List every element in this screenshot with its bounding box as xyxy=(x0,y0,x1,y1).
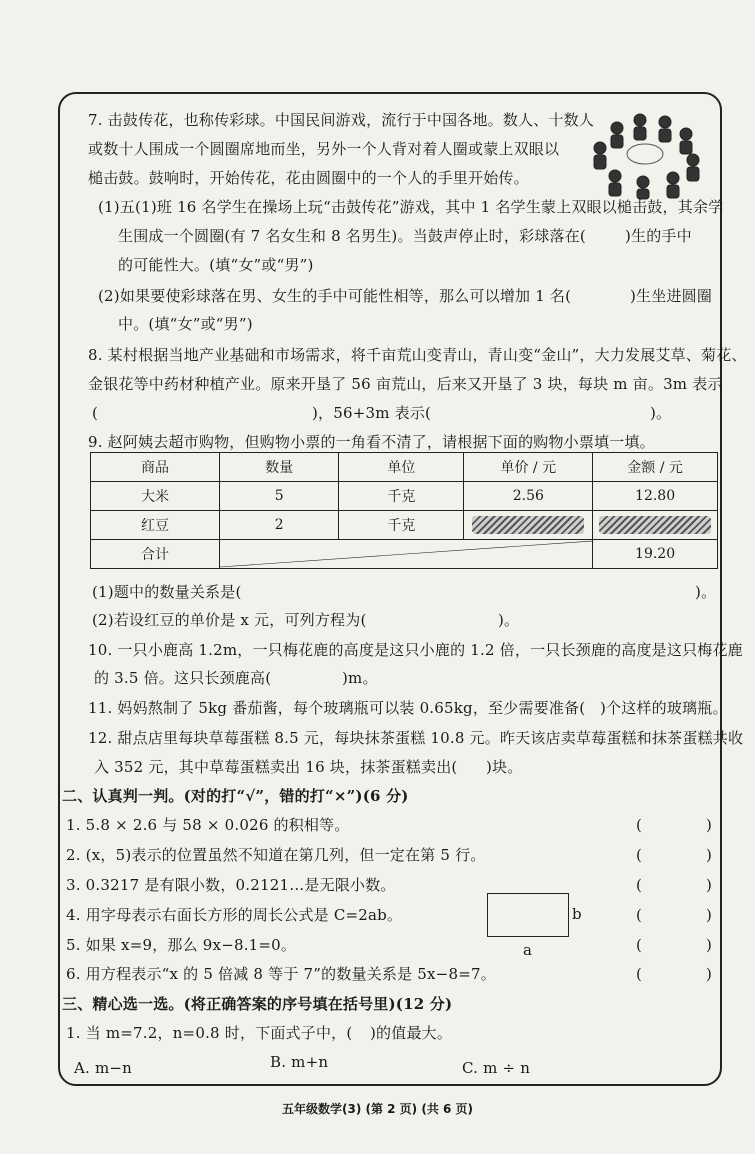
answer-bracket-close: ) xyxy=(706,816,712,834)
rectangle-figure xyxy=(487,893,569,937)
children-circle-illustration xyxy=(585,108,705,200)
q7-part1-line2b: )生的手中 xyxy=(625,227,692,245)
table-row xyxy=(91,482,718,511)
cell-unit-price: 2.56 xyxy=(464,482,593,511)
answer-bracket-open[interactable]: ( xyxy=(636,936,642,954)
cell-unit-price-obscured xyxy=(464,511,593,540)
q10-line2a: 的 3.5 倍。这只长颈鹿高( xyxy=(94,669,272,687)
table-header-row xyxy=(91,453,718,482)
judge-item-6: 6. 用方程表示“x 的 5 倍减 8 等于 7”的数量关系是 5x−8=7。 xyxy=(66,965,496,983)
cell-total-label: 合计 xyxy=(91,540,220,569)
choice-q1a: 1. 当 m=7.2，n=0.8 时，下面式子中，( xyxy=(66,1024,353,1042)
q7-line2: 或数十人围成一个圆圈席地而坐，另外一个人背对着人圈或蒙上双眼以 xyxy=(88,140,560,158)
judge-item-3: 3. 0.3217 是有限小数，0.2121…是无限小数。 xyxy=(66,876,396,894)
q8-line3a: ( xyxy=(92,404,99,422)
header-unit-price: 单价 / 元 xyxy=(464,453,593,482)
answer-bracket-close: ) xyxy=(706,846,712,864)
answer-bracket-close: ) xyxy=(706,876,712,894)
q8-line3c: )。 xyxy=(650,404,672,422)
q12-line2b: )块。 xyxy=(486,758,523,776)
table-row xyxy=(91,511,718,540)
section3-title: 三、精心选一选。(将正确答案的序号填在括号里)(12 分) xyxy=(62,995,453,1013)
q7-line3: 槌击鼓。鼓响时，开始传花，花由圆圈中的一个人的手里开始传。 xyxy=(88,169,529,187)
q8-line1: 8. 某村根据当地产业基础和市场需求，将千亩荒山变青山，青山变“金山”，大力发展艾草、菊花、 xyxy=(88,346,747,364)
cell-item: 红豆 xyxy=(91,511,220,540)
rect-label-a: a xyxy=(523,941,533,959)
cell-amount: 12.80 xyxy=(593,482,718,511)
q11-line1a: 11. 妈妈熬制了 5kg 番茄酱，每个玻璃瓶可以装 0.65kg，至少需要准备( xyxy=(88,699,586,717)
receipt-table xyxy=(90,452,718,569)
cell-item: 大米 xyxy=(91,482,220,511)
header-item: 商品 xyxy=(91,453,220,482)
answer-bracket-close: ) xyxy=(706,965,712,983)
answer-bracket-open[interactable]: ( xyxy=(636,876,642,894)
q10-line1: 10. 一只小鹿高 1.2m，一只梅花鹿的高度是这只小鹿的 1.2 倍，一只长颈鹿的高度是这只梅花鹿 xyxy=(88,641,743,659)
section2-title: 二、认真判一判。(对的打“√”，错的打“×”)(6 分) xyxy=(62,787,409,805)
page-footer: 五年级数学(3) (第 2 页) (共 6 页) xyxy=(281,1102,474,1116)
q7-part1-line2a: 生围成一个圆圈(有 7 名女生和 8 名男生)。当鼓声停止时，彩球落在( xyxy=(118,227,586,245)
cell-quantity: 2 xyxy=(220,511,339,540)
option-a[interactable]: A. m−n xyxy=(74,1059,133,1077)
q9-part2a: (2)若设红豆的单价是 x 元，可列方程为( xyxy=(92,611,367,629)
q7-part2-line2: 中。(填“女”或“男”) xyxy=(118,315,253,333)
q8-line2: 金银花等中药材种植产业。原来开垦了 56 亩荒山，后来又开垦了 3 块，每块 m 亩。3m 表示 xyxy=(88,375,723,393)
option-c[interactable]: C. m ÷ n xyxy=(462,1059,531,1077)
q10-line2b: )m。 xyxy=(342,669,378,687)
obscured-patch xyxy=(599,516,711,534)
judge-item-5: 5. 如果 x=9，那么 9x−8.1=0。 xyxy=(66,936,297,954)
q9-part1b: )。 xyxy=(695,583,717,601)
judge-item-4: 4. 用字母表示右面长方形的周长公式是 C=2ab。 xyxy=(66,906,403,924)
q9-part2b: )。 xyxy=(498,611,520,629)
diagonal-line xyxy=(220,540,592,568)
judge-item-1: 1. 5.8 × 2.6 与 58 × 0.026 的积相等。 xyxy=(66,816,350,834)
q7-part2-line1b: )生坐进圆圈 xyxy=(630,287,713,305)
choice-q1b: )的值最大。 xyxy=(370,1024,453,1042)
q7-part1-line3: 的可能性大。(填“女”或“男”) xyxy=(118,256,314,274)
answer-bracket-open[interactable]: ( xyxy=(636,965,642,983)
header-amount: 金额 / 元 xyxy=(593,453,718,482)
rect-label-b: b xyxy=(572,905,582,923)
table-total-row xyxy=(91,540,718,569)
judge-item-2: 2. (x，5)表示的位置虽然不知道在第几列，但一定在第 5 行。 xyxy=(66,846,486,864)
q12-line2a: 入 352 元，其中草莓蛋糕卖出 16 块，抹茶蛋糕卖出( xyxy=(94,758,458,776)
q7-part2-line1a: (2)如果要使彩球落在男、女生的手中可能性相等，那么可以增加 1 名( xyxy=(98,287,572,305)
answer-bracket-close: ) xyxy=(706,936,712,954)
cell-total-value: 19.20 xyxy=(593,540,718,569)
header-unit: 单位 xyxy=(339,453,464,482)
obscured-patch xyxy=(472,516,584,534)
answer-bracket-open[interactable]: ( xyxy=(636,816,642,834)
cell-total-blank xyxy=(220,540,593,569)
cell-amount-obscured xyxy=(593,511,718,540)
q7-line1: 7. 击鼓传花，也称传彩球。中国民间游戏，流行于中国各地。数人、十数人 xyxy=(88,111,595,129)
header-quantity: 数量 xyxy=(220,453,339,482)
answer-bracket-open[interactable]: ( xyxy=(636,906,642,924)
q8-line3b: )，56+3m 表示( xyxy=(312,404,432,422)
option-b[interactable]: B. m+n xyxy=(270,1053,329,1071)
q9-line1: 9. 赵阿姨去超市购物，但购物小票的一角看不清了，请根据下面的购物小票填一填。 xyxy=(88,433,655,451)
cell-unit: 千克 xyxy=(339,482,464,511)
answer-bracket-open[interactable]: ( xyxy=(636,846,642,864)
cell-quantity: 5 xyxy=(220,482,339,511)
q7-part1-line1: (1)五(1)班 16 名学生在操场上玩“击鼓传花”游戏，其中 1 名学生蒙上双眼以槌击鼓，其余学 xyxy=(98,198,724,216)
q11-line1b: )个这样的玻璃瓶。 xyxy=(600,699,728,717)
answer-bracket-close: ) xyxy=(706,906,712,924)
cell-unit: 千克 xyxy=(339,511,464,540)
q9-part1a: (1)题中的数量关系是( xyxy=(92,583,242,601)
q12-line1: 12. 甜点店里每块草莓蛋糕 8.5 元，每块抹茶蛋糕 10.8 元。昨天该店卖草莓蛋糕和抹茶蛋糕共收 xyxy=(88,729,744,747)
